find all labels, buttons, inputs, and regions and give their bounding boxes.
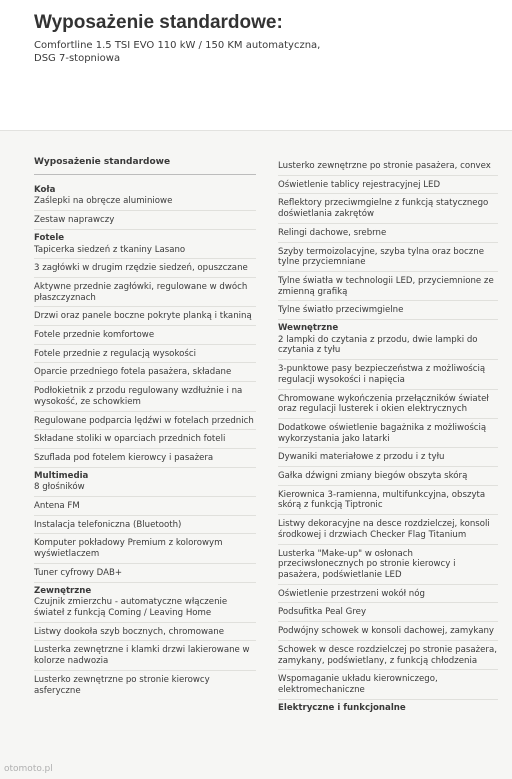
section-title: Elektryczne i funkcjonalne bbox=[278, 702, 406, 713]
equipment-item: Aktywne przednie zagłówki, regulowane w dwóch płaszczyznach bbox=[34, 281, 256, 307]
page-subtitle: Comfortline 1.5 TSI EVO 110 kW / 150 KM automatyczna, DSG 7-stopniowa bbox=[34, 40, 321, 64]
section-title: Koła bbox=[34, 184, 56, 195]
section-title: Wewnętrzne bbox=[278, 323, 339, 334]
equipment-item: Lusterko zewnętrzne po stronie kierowcy asferyczne bbox=[34, 674, 210, 696]
equipment-item: Lusterko zewnętrzne po stronie pasażera, convex bbox=[278, 160, 498, 176]
equipment-item: Oparcie przedniego fotela pasażera, składane bbox=[34, 366, 256, 382]
section-title: Fotele bbox=[34, 232, 65, 243]
equipment-item: Dodatkowe oświetlenie bagażnika z możliwością wykorzystania jako latarki bbox=[278, 422, 498, 448]
equipment-item: Fotele przednie komfortowe bbox=[34, 329, 256, 345]
equipment-section bbox=[278, 703, 498, 714]
equipment-item: 8 głośników bbox=[34, 481, 256, 497]
equipment-section bbox=[34, 471, 256, 583]
page-title: Wyposażenie standardowe: bbox=[34, 12, 283, 33]
equipment-item: Instalacja telefoniczna (Bluetooth) bbox=[34, 519, 256, 535]
equipment-item: 2 lampki do czytania z przodu, dwie lampki do czytania z tyłu bbox=[278, 334, 498, 360]
equipment-section bbox=[278, 160, 498, 320]
equipment-item: Tylne światła w technologii LED, przyciemnione ze zmienną grafiką bbox=[278, 275, 498, 301]
equipment-item: Regulowane podparcia lędźwi w fotelach przednich bbox=[34, 415, 256, 431]
equipment-item: Chromowane wykończenia przełączników świateł oraz regulacji lusterek i okien elektrycznych bbox=[278, 393, 498, 419]
equipment-item: Drzwi oraz panele boczne pokryte planką i tkaniną bbox=[34, 310, 256, 326]
equipment-item: Lusterka zewnętrzne i klamki drzwi lakierowane w kolorze nadwozia bbox=[34, 644, 256, 670]
equipment-item: Składane stoliki w oparciach przednich foteli bbox=[34, 433, 256, 449]
equipment-item: Podłokietnik z przodu regulowany wzdłużnie i na wysokość, ze schowkiem bbox=[34, 385, 256, 411]
equipment-item: 3-punktowe pasy bezpieczeństwa z możliwością regulacji wysokości i napięcia bbox=[278, 363, 498, 389]
equipment-item: Szyby termoizolacyjne, szyba tylna oraz boczne tylne przyciemniane bbox=[278, 246, 498, 272]
equipment-item: Relingi dachowe, srebrne bbox=[278, 227, 498, 243]
equipment-section bbox=[34, 233, 256, 468]
equipment-item: Wspomaganie układu kierowniczego, elektromechaniczne bbox=[278, 673, 498, 699]
equipment-item: Schowek w desce rozdzielczej po stronie pasażera, zamykany, podświetlany, z funkcją chłodzenia bbox=[278, 644, 498, 670]
equipment-item: Podsufitka Peal Grey bbox=[278, 606, 498, 622]
section-title: Multimedia bbox=[34, 470, 89, 481]
equipment-item: Kierownica 3-ramienna, multifunkcyjna, obszyta skórą z funkcją Tiptronic bbox=[278, 489, 498, 515]
equipment-item: Zestaw naprawczy bbox=[34, 214, 256, 230]
left-column bbox=[34, 157, 256, 702]
equipment-section bbox=[34, 185, 256, 230]
section-title: Zewnętrzne bbox=[34, 585, 92, 596]
equipment-item: Tylne światło przeciwmgielne bbox=[278, 304, 498, 320]
watermark: otomoto.pl bbox=[4, 764, 53, 774]
column-heading: Wyposażenie standardowe bbox=[34, 157, 256, 175]
equipment-section bbox=[34, 586, 256, 700]
equipment-item: Tuner cyfrowy DAB+ bbox=[34, 567, 256, 583]
right-column bbox=[278, 160, 498, 713]
equipment-item: Zaślepki na obręcze aluminiowe bbox=[34, 195, 256, 211]
equipment-item: Dywaniki materiałowe z przodu i z tyłu bbox=[278, 451, 498, 467]
equipment-item: Lusterka "Make-up" w osłonach przeciwsłonecznych po stronie kierowcy i pasażera, podświetlanie LED bbox=[278, 548, 498, 585]
equipment-item: Antena FM bbox=[34, 500, 256, 516]
equipment-item: Szuflada pod fotelem kierowcy i pasażera bbox=[34, 452, 256, 468]
equipment-item: Oświetlenie tablicy rejestracyjnej LED bbox=[278, 179, 498, 195]
equipment-item: Oświetlenie przestrzeni wokół nóg bbox=[278, 588, 498, 604]
equipment-item: Podwójny schowek w konsoli dachowej, zamykany bbox=[278, 625, 498, 641]
equipment-section bbox=[278, 323, 498, 700]
equipment-item: 3 zagłówki w drugim rzędzie siedzeń, opuszczane bbox=[34, 262, 256, 278]
equipment-item: Listwy dookoła szyb bocznych, chromowane bbox=[34, 626, 256, 642]
equipment-item: Listwy dekoracyjne na desce rozdzielczej, konsoli środkowej i drzwiach Checker Flag Titanium bbox=[278, 518, 498, 544]
equipment-item: Gałka dźwigni zmiany biegów obszyta skórą bbox=[278, 470, 498, 486]
equipment-item: Czujnik zmierzchu - automatyczne włączenie świateł z funkcją Coming / Leaving Home bbox=[34, 596, 256, 622]
equipment-item: Komputer pokładowy Premium z kolorowym wyświetlaczem bbox=[34, 537, 256, 563]
equipment-item: Fotele przednie z regulacją wysokości bbox=[34, 348, 256, 364]
equipment-item: Reflektory przeciwmgielne z funkcją statycznego doświetlania zakrętów bbox=[278, 197, 498, 223]
equipment-item: Tapicerka siedzeń z tkaniny Lasano bbox=[34, 244, 256, 260]
